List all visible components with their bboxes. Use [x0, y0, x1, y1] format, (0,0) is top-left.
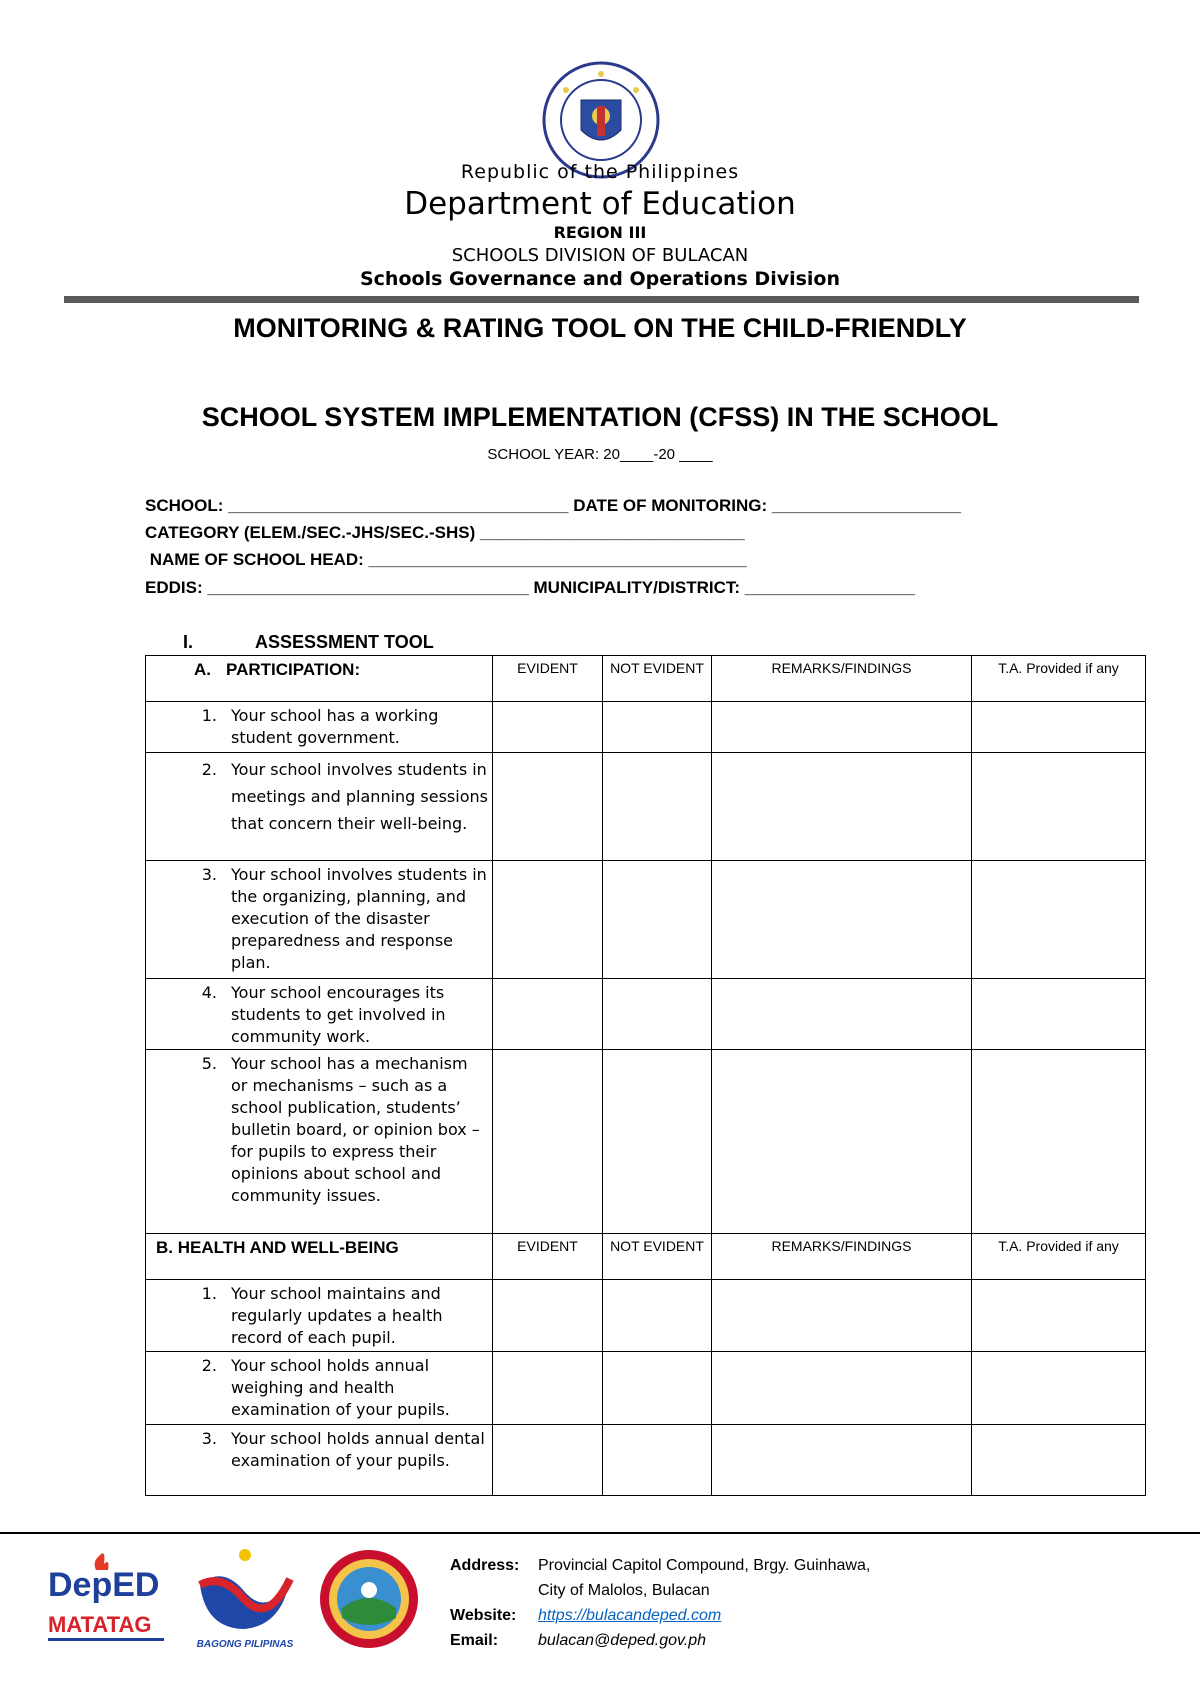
bagong-pilipinas-logo [192, 1545, 298, 1651]
header-divider [64, 296, 1139, 303]
evident-cell[interactable] [493, 979, 603, 1050]
not-evident-cell[interactable] [603, 1050, 712, 1234]
col-not-evident: NOT EVIDENT [603, 656, 712, 702]
email-address[interactable]: bulacan@deped.gov.ph [538, 1632, 707, 1649]
document-title-line1: MONITORING & RATING TOOL ON THE CHILD-FRIENDLY [233, 313, 967, 343]
not-evident-cell[interactable] [603, 753, 712, 861]
col-ta: T.A. Provided if any [972, 1234, 1146, 1280]
not-evident-cell[interactable] [603, 861, 712, 979]
section-b-title: B. HEALTH AND WELL-BEING [146, 1234, 493, 1280]
table-row [146, 1050, 1146, 1234]
deped-matatag-logo [44, 1550, 168, 1646]
deped-wordmark: DepED [48, 1566, 160, 1604]
remarks-cell[interactable] [712, 1425, 972, 1496]
school-head-field[interactable]: NAME OF SCHOOL HEAD: ________________________________________ [145, 550, 747, 569]
evident-cell[interactable] [493, 753, 603, 861]
ta-cell[interactable] [972, 753, 1146, 861]
not-evident-cell[interactable] [603, 1352, 712, 1425]
table-row [146, 753, 1146, 861]
email-line: Email: bulacan@deped.gov.ph [450, 1632, 707, 1649]
table-row [146, 979, 1146, 1050]
division-label: SCHOOLS DIVISION OF BULACAN [451, 245, 749, 266]
remarks-cell[interactable] [712, 1280, 972, 1352]
criterion-cell: 2. Your school holds annual weighing and health examination of your pupils. [146, 1352, 493, 1425]
school-year-field[interactable]: SCHOOL YEAR: 20____-20 ____ [487, 446, 713, 463]
ta-cell[interactable] [972, 1050, 1146, 1234]
criterion-cell: 5. Your school has a mechanism or mechanisms – such as a school publication, students’ bulletin board, or opinion box – for pupils to express their opinions about school and community issues. [146, 1050, 493, 1234]
bulacan-division-seal [318, 1548, 420, 1650]
office-label: Schools Governance and Operations Division [359, 268, 841, 290]
ta-cell[interactable] [972, 1280, 1146, 1352]
website-link[interactable]: https://bulacandeped.com [538, 1607, 722, 1624]
section-number: I. [183, 632, 194, 652]
evident-cell[interactable] [493, 702, 603, 753]
table-row [146, 702, 1146, 753]
remarks-cell[interactable] [712, 861, 972, 979]
col-remarks: REMARKS/FINDINGS [712, 656, 972, 702]
matatag-wordmark: MATATAG [48, 1612, 152, 1637]
not-evident-cell[interactable] [603, 1425, 712, 1496]
col-evident: EVIDENT [493, 1234, 603, 1280]
republic-label: Republic of the Philippines [460, 161, 740, 183]
address-line: Address: Provincial Capitol Compound, Brgy. Guinhawa, [450, 1557, 871, 1574]
school-field[interactable]: SCHOOL: ____________________________________ DATE OF MONITORING: ____________________ [145, 496, 961, 515]
criterion-cell: 3. Your school holds annual dental examination of your pupils. [146, 1425, 493, 1496]
criterion-cell: 3. Your school involves students in the organizing, planning, and execution of the disaster preparedness and response plan. [146, 861, 493, 979]
table-row [146, 1280, 1146, 1352]
assessment-table [145, 655, 1146, 1496]
table-row [146, 1425, 1146, 1496]
footer-divider [0, 1532, 1200, 1534]
ta-cell[interactable] [972, 702, 1146, 753]
section-title: ASSESSMENT TOOL [255, 632, 434, 652]
category-field[interactable]: CATEGORY (ELEM./SEC.-JHS/SEC.-SHS) ____________________________ [145, 523, 745, 542]
section-heading [183, 632, 434, 653]
ta-cell[interactable] [972, 861, 1146, 979]
remarks-cell[interactable] [712, 753, 972, 861]
remarks-cell[interactable] [712, 979, 972, 1050]
evident-cell[interactable] [493, 1050, 603, 1234]
remarks-cell[interactable] [712, 1050, 972, 1234]
region-label: REGION III [553, 223, 647, 242]
evident-cell[interactable] [493, 1425, 603, 1496]
not-evident-cell[interactable] [603, 979, 712, 1050]
evident-cell[interactable] [493, 1352, 603, 1425]
bagong-pilipinas-wordmark: BAGONG PILIPINAS [196, 1639, 294, 1650]
address-value: Provincial Capitol Compound, Brgy. Guinhawa, [538, 1557, 871, 1574]
section-a-title: A. PARTICIPATION: [146, 656, 493, 702]
document-title-line2: SCHOOL SYSTEM IMPLEMENTATION (CFSS) IN THE SCHOOL [201, 402, 999, 432]
evident-cell[interactable] [493, 1280, 603, 1352]
website-line: Website: https://bulacandeped.com [450, 1607, 722, 1624]
col-remarks: REMARKS/FINDINGS [712, 1234, 972, 1280]
col-evident: EVIDENT [493, 656, 603, 702]
col-ta: T.A. Provided if any [972, 656, 1146, 702]
address-line2: City of Malolos, Bulacan [538, 1582, 710, 1599]
department-label: Department of Education [404, 186, 796, 222]
table-row [146, 1352, 1146, 1425]
remarks-cell[interactable] [712, 702, 972, 753]
ta-cell[interactable] [972, 1425, 1146, 1496]
criterion-cell: 1. Your school has a working student government. [146, 702, 493, 753]
criterion-cell: 2. Your school involves students in meetings and planning sessions that concern their well-being. [146, 753, 493, 861]
criterion-cell: 4. Your school encourages its students to get involved in community work. [146, 979, 493, 1050]
ta-cell[interactable] [972, 979, 1146, 1050]
table-header-row-b [146, 1234, 1146, 1280]
table-header-row-a [146, 656, 1146, 702]
eddis-field[interactable]: EDDIS: __________________________________ MUNICIPALITY/DISTRICT: __________________ [145, 578, 915, 597]
remarks-cell[interactable] [712, 1352, 972, 1425]
col-not-evident: NOT EVIDENT [603, 1234, 712, 1280]
not-evident-cell[interactable] [603, 702, 712, 753]
ta-cell[interactable] [972, 1352, 1146, 1425]
not-evident-cell[interactable] [603, 1280, 712, 1352]
table-row [146, 861, 1146, 979]
criterion-cell: 1. Your school maintains and regularly updates a health record of each pupil. [146, 1280, 493, 1352]
evident-cell[interactable] [493, 861, 603, 979]
